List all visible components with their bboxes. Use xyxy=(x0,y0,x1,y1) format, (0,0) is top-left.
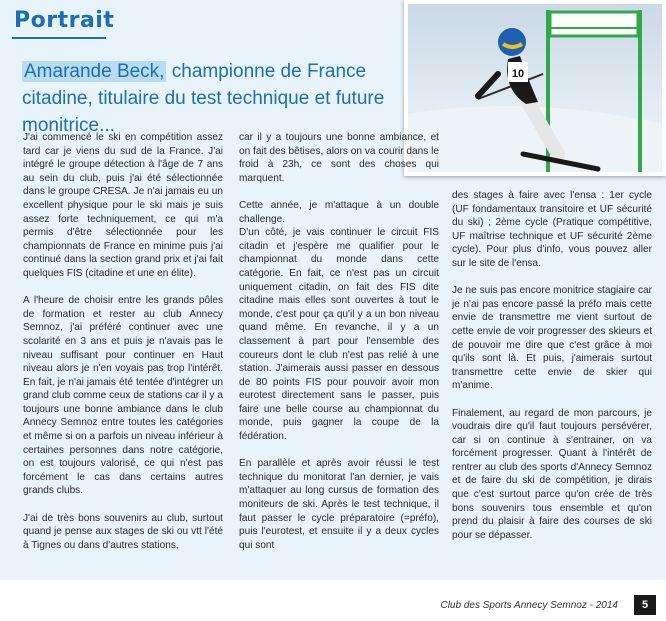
paragraph: J'ai commencé le ski en compétition assez tard car je viens du sud de la France. J'ai intégré le groupe détection à l'âge de 7 ans au sein du club, puis j'ai été sélectionnée dans le groupe CRESA. Je n'ai jamais eu un excellent physique pour le ski mais je suis assez forte techniquement, ce qui m'a permis d'être sélectionnée pour les championnats de France en minime puis j'ai continué dans la section grand prix et j'ai fait quelques FIS (citadine et une en élite). xyxy=(23,132,223,279)
paragraph: J'ai de très bons souvenirs au club, surtout quand je pense aux stages de ski ou vtt l'été à Tignes ou dans d'autres stations, xyxy=(23,512,223,551)
bib-number: 10 xyxy=(511,68,525,80)
slalom-skier-illustration xyxy=(408,4,662,172)
page-number: 5 xyxy=(634,595,656,615)
skier-photo xyxy=(404,0,666,176)
paragraph: Cette année, je m'attaque à un double challenge. xyxy=(239,199,439,225)
article-column-1 xyxy=(23,131,223,566)
skier-helmet xyxy=(498,28,526,56)
paragraph: Je ne suis pas encore monitrice stagiaire car je n'ai pas encore passé la préfo mais cette envie de transmettre me vient surtout de cette envie de voir progresser des skieurs et de pouvoir me dire que c'est grâce à moi qu'ils sont là. Et puis, j'aimerais surtout transmettre cette envie de skier qui m'anime. xyxy=(452,285,652,392)
article-headline xyxy=(22,58,402,139)
gate-banner xyxy=(550,12,638,36)
paragraph: A l'heure de choisir entre les grands pôles de formation et rester au club Annecy Semnoz, j'ai préféré continuer avec une scolarité en 3 ans et puis je n'avais pas le niveau suffisant pour continuer en Haut niveau alors je n'en voyais pas trop l'intérêt. En fait, je n'ai jamais été tentée d'intégrer un grand club comme ceux de stations car il y a toujours une bonne ambiance dans le club Annecy Semnoz entre toutes les catégories et même si on a parfois un niveau inférieur à certaines personnes dans notre catégorie, on est toujours valorisé, ce qui n'est pas forcément le cas dans certains autres grands clubs. xyxy=(23,295,223,497)
headline-subtitle: championne de France citadine, titulaire du test technique et future monitrice... xyxy=(22,61,385,136)
paragraph: En parallèle et après avoir réussi le test technique du monitorat l'an dernier, je vais m'attaquer au long cursus de formation des moniteurs de ski. Après le test technique, il faut passer le cycle préparatoire (=préfo), puis l'eurotest, et ensuite il y a deux cycles qui sont xyxy=(239,458,439,551)
headline-name: Amarande Beck, xyxy=(24,61,165,82)
paragraph: car il y a toujours une bonne ambiance, et on fait des bêtises, alors on va courir dans le froid à 23h, ce sont des choses qui marquent. xyxy=(239,132,439,184)
paragraph: des stages à faire avec l'ensa : 1er cycle (UF fondamentaux transitoire et UF sécurité du ski) ; 2ème cycle (Pratique compétitive, UF maîtrise technique et UF sécurité 2ème cycle). Pour plus d'info, vous pouvez aller sur le site de l'ensa. xyxy=(452,190,652,269)
paragraph: Finalement, au regard de mon parcours, je voudrais dire qu'il faut toujours persévérer, car si on continue à s'entrainer, on va forcément progresser. Quant à l'intérêt de rentrer au club des sports d'Annecy Semnoz et de faire du ski de compétition, je dirais que c'est surtout parce qu'on crée de très bons souvenirs tous ensemble et qu'on prend du plaisir à faire des courses de ski pour se dépasser. xyxy=(452,407,652,541)
title-underline xyxy=(12,37,106,39)
section-title: Portrait xyxy=(14,8,115,33)
footer-publication: Club des Sports Annecy Semnoz - 2014 xyxy=(440,600,618,611)
article-column-3 xyxy=(452,189,652,556)
paragraph: D'un côté, je vais continuer le circuit FIS citadin et j'espère me qualifier pour le championnat du monde dans cette catégorie. En fait, ce n'est pas un circuit uniquement citadin, on fait des FIS dite citadine mais elles sont ouvertes à tout le monde, c'est pour ça qu'il y a un bon niveau quand même. En revanche, il y a un classement à part pour l'ensemble des coureurs dont le club n'est pas relié à une station. J'aimerais aussi passer en dessous de 80 points FIS pour pouvoir avoir mon eurotest directement sans le passer, puis faire une belle course au championnat du monde, puis gagner la coupe de la fédération. xyxy=(239,227,439,443)
article-column-2 xyxy=(239,131,439,566)
